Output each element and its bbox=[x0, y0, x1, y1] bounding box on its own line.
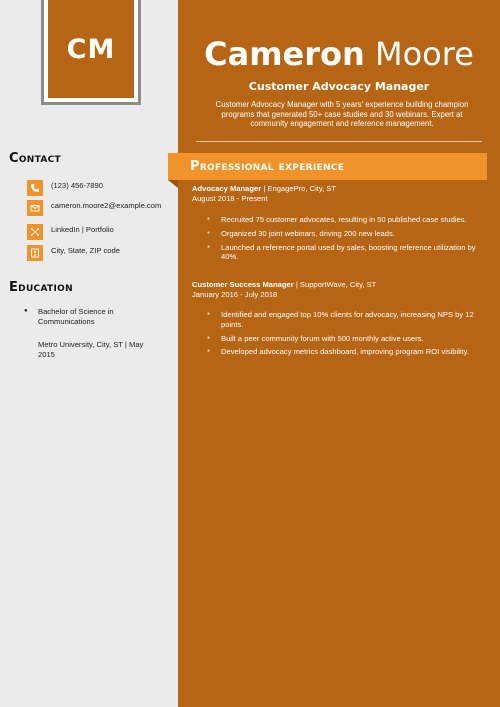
candidate-name: Cameron Moore bbox=[204, 35, 474, 73]
bullet-icon: ● bbox=[24, 308, 28, 314]
contact-location bbox=[27, 245, 166, 261]
main-panel bbox=[178, 0, 500, 707]
job-dates: August 2018 - Present bbox=[192, 193, 268, 203]
experience-heading-bar bbox=[168, 153, 487, 180]
sidebar bbox=[0, 0, 178, 707]
list-item: ● Recruited 75 customer advocates, resulting in 50 published case studies. bbox=[203, 215, 488, 225]
education-degree bbox=[24, 307, 144, 326]
job-2 bbox=[192, 280, 492, 299]
list-item: ● Launched a reference portal used by sales, boosting reference utilization by 40%. bbox=[203, 243, 488, 263]
phone-text: (123) 456-7890 bbox=[51, 181, 103, 190]
job-1 bbox=[192, 184, 492, 203]
divider bbox=[196, 141, 482, 142]
list-item: ● Organized 30 joint webinars, driving 200 new leads. bbox=[203, 229, 488, 239]
job-2-bullets bbox=[203, 310, 488, 361]
contact-heading: Contact bbox=[9, 151, 61, 166]
job-1-bullets bbox=[203, 215, 488, 266]
address-card-icon bbox=[27, 245, 43, 261]
heading-bar-notch bbox=[168, 180, 178, 188]
job-company: | SupportWave, City, ST bbox=[293, 280, 377, 289]
location-text: City, State, ZIP code bbox=[51, 246, 120, 255]
job-company: | EngagePro, City, ST bbox=[261, 184, 337, 193]
education-heading: Education bbox=[9, 280, 73, 295]
network-icon bbox=[27, 224, 43, 240]
contact-phone bbox=[27, 180, 166, 196]
job-dates: January 2016 - July 2018 bbox=[192, 289, 278, 299]
job-role: Advocacy Manager bbox=[192, 184, 262, 193]
envelope-icon bbox=[27, 200, 43, 216]
summary: Customer Advocacy Manager with 5 years' experience building champion programs that generated 50+ case studies and 30 webinars. Expert at community engagement and reference management. bbox=[215, 100, 469, 129]
degree-text: Bachelor of Science in Communications bbox=[38, 307, 114, 326]
phone-icon bbox=[27, 180, 43, 196]
contact-links[interactable] bbox=[27, 224, 166, 240]
experience-heading: Professional experience bbox=[190, 159, 345, 174]
email-text[interactable]: cameron.moore2@example.com bbox=[51, 201, 162, 210]
links-text[interactable]: LinkedIn | Portfolio bbox=[51, 225, 114, 234]
headline: Customer Advocacy Manager bbox=[248, 80, 430, 93]
contact-email[interactable] bbox=[27, 200, 166, 216]
job-role: Customer Success Manager bbox=[192, 280, 294, 289]
education-school: Metro University, City, ST | May 2015 bbox=[38, 340, 144, 359]
list-item: ● Identified and engaged top 10% clients for advocacy, increasing NPS by 12 points. bbox=[203, 310, 488, 330]
monogram: CM bbox=[48, 0, 134, 98]
monogram-frame bbox=[41, 0, 141, 105]
list-item: ● Developed advocacy metrics dashboard, improving program ROI visibility. bbox=[203, 347, 488, 357]
list-item: ● Built a peer community forum with 500 monthly active users. bbox=[203, 334, 488, 344]
